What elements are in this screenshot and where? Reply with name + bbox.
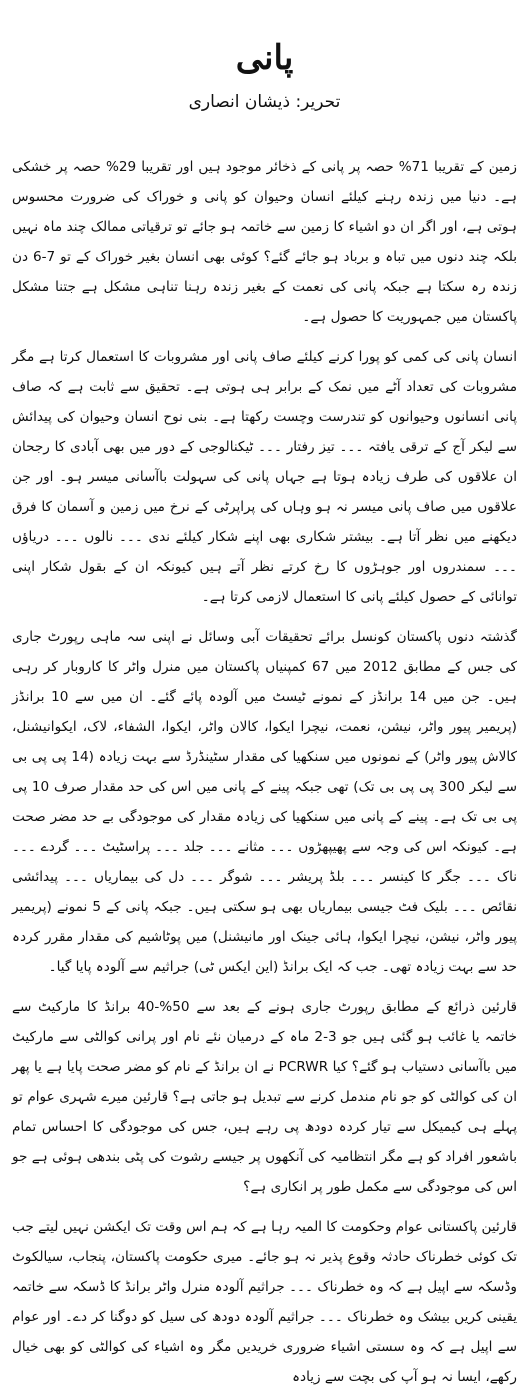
article-page [0,38,529,1385]
paragraph: قارئین پاکستانی عوام وحکومت کا المیہ رہا ہے کہ ہم اس وقت تک ایکشن نہیں لیتے جب تک کوئی خطرناک حادثہ وقوع پذیر نہ ہو جائے۔ میری حکومت پاکستان، پنجاب، سیالکوٹ وڈسکہ سے اپیل ہے کہ وہ خطرناک ۔۔۔ جراثیم آلودہ منرل واٹر برانڈ کا ڈسکہ سے خاتمہ یقینی کریں بیشک وہ خطرناک ۔۔۔ جراثیم آلودہ دودھ کی سیل کو دوگنا کر دے۔ اور عوام سے اپیل ہے کہ وہ سستی اشیاء ضروری خریدیں مگر وہ اشیاء کی کوالٹی کو بھی خیال رکھے، ایسا نہ ہو آپ کی بچت سے زیادہ [12,1219,517,1385]
paragraph: گذشتہ دنوں پاکستان کونسل برائے تحقیقات آبی وسائل نے اپنی سہ ماہی رپورٹ جاری کی جس کے مطابق 2012 میں 67 کمپنیاں پاکستان میں منرل واٹر کا کاروبار کر رہی ہیں۔ جن میں 14 برانڈز کے نمونے ٹیسٹ میں آلودہ پائے گئے۔ ان میں سے 10 برانڈز (پریمیر پیور واٹر، نیشن، نعمت، نیچرا ایکوا، کالان واٹر، ایکوا، الشفاء، لاک، ایکوانیشنل، کالاش پیور واٹر) کے نمونوں میں سنکھیا کی مقدار سٹینڈرڈ سے بہت زیادہ (14 پی پی بی سے لیکر 300 پی پی بی تک) تھی جبکہ پینے کے پانی میں اس کی حد مقدار صرف 10 پی پی بی تک ہے۔ پینے کے پانی میں سنکھیا کی زیادہ مقدار کی موجودگی بے حد مضر صحت ہے۔ کیونکہ اس کی وجہ سے پھیپھڑوں ۔۔۔ مثانے ۔۔۔ جلد ۔۔۔ پراسٹیٹ ۔۔۔ گردے ۔۔۔ ناک ۔۔۔ جگر کا کینسر ۔۔۔ بلڈ پریشر ۔۔۔ شوگر ۔۔۔ دل کی بیماریاں ۔۔۔ پیدائشی نقائص ۔۔۔ بلیک فٹ جیسی بیماریاں بھی ہو سکتی ہیں۔ جبکہ پانی کے 5 نمونے (پریمیر پیور واٹر، نیشن، نیچرا ایکوا، ہائی جینک اور مانیشنل) میں پوٹاشیم کی مقدار مقرر کردہ حد سے بہت زیادہ تھی۔ جب کہ ایک برانڈ (این ایکس ٹی) جراثیم سے آلودہ پایا گیا۔ [12,629,518,975]
paragraph: انسان پانی کی کمی کو پورا کرنے کیلئے صاف پانی اور مشروبات کا استعمال کرتا ہے مگر مشروبات کی تعداد آٹے میں نمک کے برابر ہی ہوتی ہے۔ تحقیق سے ثابت ہے کہ صاف پانی انسانوں وحیوانوں کو تندرست وچست رکھتا ہے۔ بنی نوح انسان وحیوان کی پیدائش سے لیکر آج کے ترقی یافتہ ۔۔۔ تیز رفتار ۔۔۔ ٹیکنالوجی کے دور میں بھی آبادی کا رجحان ان علاقوں کی طرف زیادہ ہوتا ہے جہاں پانی کی سہولت باآسانی میسر ہو۔ اور جن علاقوں میں صاف پانی میسر نہ ہو وہاں کی پراپرٹی کے نرخ میں زمین و آسمان کا فرق دیکھنے میں نظر آتا ہے۔ بیشتر شکاری بھی اپنے شکار کیلئے ندی ۔۔۔ نالوں ۔۔۔ دریاؤں ۔۔۔ سمندروں اور جوہڑوں کا رخ کرتے نظر آتے ہیں کیونکہ ان کے بقول شکار اپنی توانائی کے حصول کیلئے پانی کا استعمال لازمی کرتا ہے۔ [12,349,517,605]
article-title: پانی [235,38,294,78]
paragraph: زمین کے تقریبا 71% حصہ پر پانی کے ذخائر موجود ہیں اور تقریبا 29% حصہ پر خشکی ہے۔ دنیا میں زندہ رہنے کیلئے انسان وحیوان کو پانی و خوراک کی ضرورت محسوس ہوتی ہے، اور اگر ان دو اشیاء کا زمین سے خاتمہ ہو جائے تو ترقیاتی ممالک چند ماہ نہیں بلکہ چند دنوں میں تباہ و برباد ہو جائے گئے؟ کوئی بھی انسان بغیر خوراک کے تو 7-6 دن زندہ رہ سکتا ہے جبکہ پانی کی نعمت کے بغیر زندہ رہنا تناہی مشکل ہے جتنا مشکل پاکستان میں جمہوریت کا حصول ہے۔ [12,159,518,325]
author-byline: تحریر: ذیشان انصاری [188,92,341,112]
article-body [12,152,517,1392]
paragraph: قارئین ذرائع کے مطابق رپورٹ جاری ہونے کے بعد سے 50%-40 برانڈ کا مارکیٹ سے خاتمہ یا غائب ہو گئی ہیں جو 3-2 ماہ کے درمیان نئے نام اور پرانی کوالٹی سے مارکیٹ میں باآسانی دستیاب ہو گئے؟ کیا PCRWR نے ان برانڈ کے نام کو مضر صحت پایا ہے یا پھر ان کی کوالٹی کو جو نام مندمل کرنے سے تبدیل ہو جاتی ہے؟ قارئین میرے شہری عوام تو پہلے ہی کیمیکل سے تیار کردہ دودھ پی رہے ہیں، جس کی موجودگی کا احساس تمام باشعور افراد کو ہے مگر انتظامیہ کی آنکھوں پر جیسے رشوت کی پٹی بندھی ہوئی ہے جو اس کی موجودگی سے مکمل طور پر انکاری ہے؟ [12,999,517,1195]
